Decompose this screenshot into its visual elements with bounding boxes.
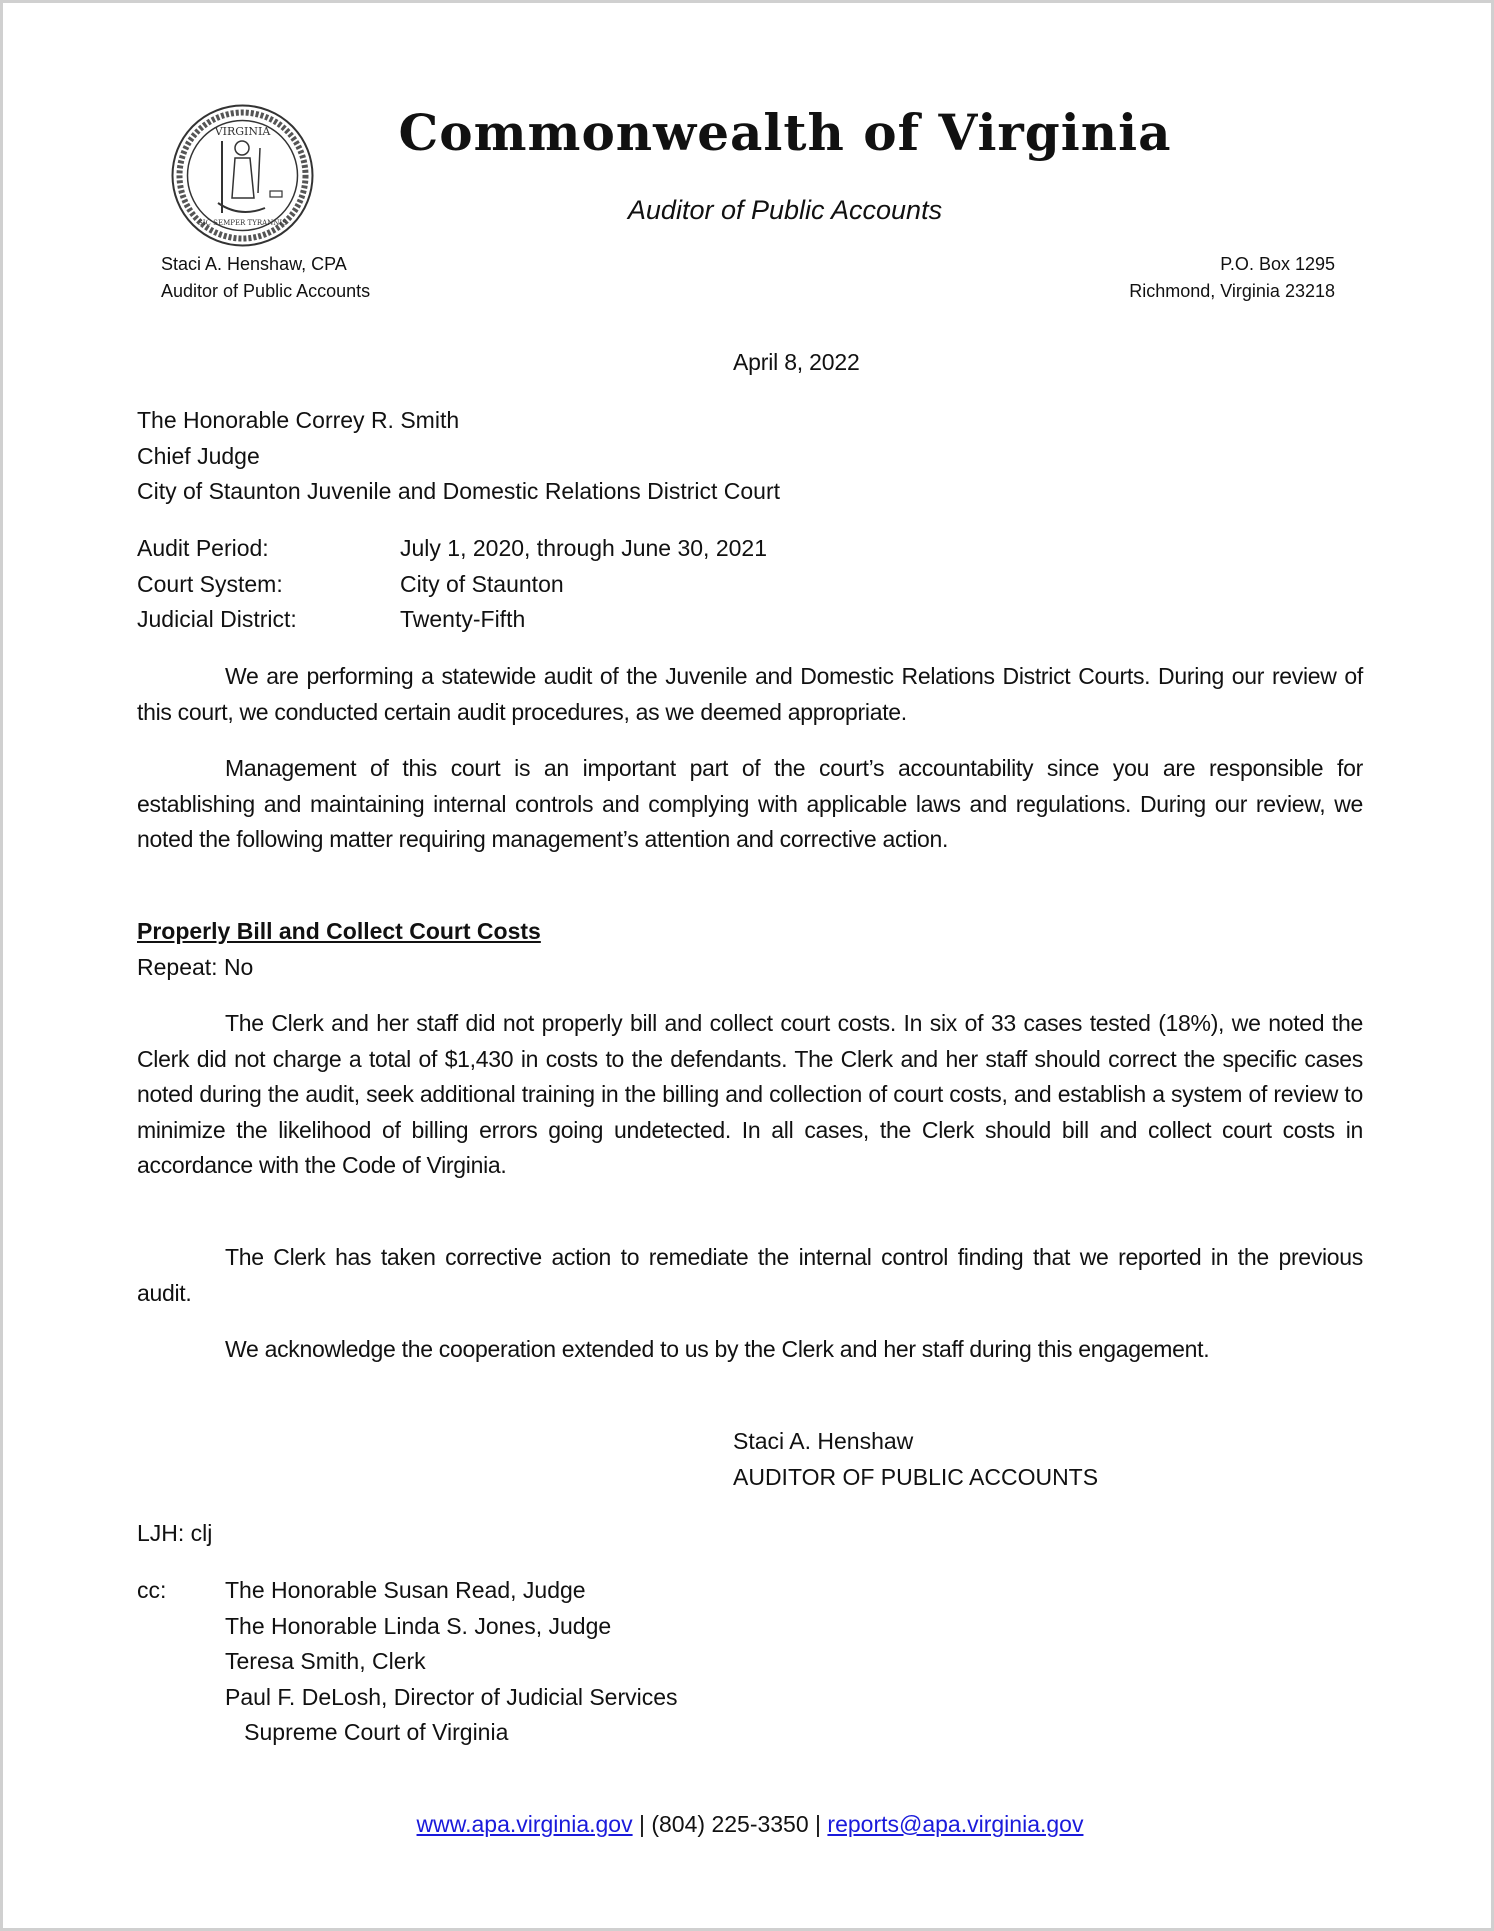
footer-separator: |: [815, 1811, 822, 1837]
audit-info: [137, 531, 767, 638]
addressee-court: City of Staunton Juvenile and Domestic Relations District Court: [137, 478, 781, 505]
judicial-district-value: Twenty-Fifth: [400, 606, 526, 633]
sender-block: [161, 251, 370, 305]
finding-repeat: Repeat: No: [137, 953, 254, 980]
paragraph-finding: [137, 1006, 1363, 1184]
audit-period-value: July 1, 2020, through June 30, 2021: [400, 535, 768, 561]
cc-recipient: Teresa Smith, Clerk: [225, 1648, 426, 1675]
audit-period-label: Audit Period:: [137, 535, 269, 561]
letter-date: April 8, 2022: [733, 349, 860, 375]
paragraph-acknowledge: [137, 1332, 1363, 1368]
cc-recipient: The Honorable Susan Read, Judge: [225, 1577, 586, 1603]
signature-name: Staci A. Henshaw: [733, 1428, 914, 1454]
paragraph-management: [137, 751, 1363, 858]
paragraph-intro-text: We are performing a statewide audit of the Juvenile and Domestic Relations District Courts. During our review of this court, we conducted certain audit procedures, as we deemed appropriate.: [137, 663, 1363, 725]
court-system-value: City of Staunton: [400, 570, 564, 597]
court-system-row: [137, 567, 767, 603]
court-system-label: Court System:: [137, 570, 283, 597]
svg-text:VIRGINIA: VIRGINIA: [214, 125, 271, 138]
typist-initials: LJH: clj: [137, 1520, 213, 1546]
judicial-district-row: [137, 602, 767, 638]
svg-text:SIC SEMPER TYRANNIS: SIC SEMPER TYRANNIS: [198, 219, 287, 227]
judicial-district-label: Judicial District:: [137, 606, 297, 633]
cc-label: cc:: [137, 1577, 167, 1603]
finding-heading: Properly Bill and Collect Court Costs: [137, 918, 541, 944]
letterhead-title: Commonwealth of Virginia: [398, 103, 1172, 162]
cc-recipient: The Honorable Linda S. Jones, Judge: [225, 1612, 612, 1639]
city-state-zip: Richmond, Virginia 23218: [1129, 281, 1335, 301]
sender-name: Staci A. Henshaw, CPA: [161, 254, 347, 274]
address-block: [1129, 251, 1335, 305]
paragraph-intro: [137, 659, 1363, 730]
sender-title: Auditor of Public Accounts: [161, 281, 371, 301]
cc-list: [225, 1573, 678, 1751]
footer: [3, 1811, 1494, 1838]
paragraph-finding-text: The Clerk and her staff did not properly bill and collect court costs. In six of 33 cases tested (18%), we noted the Clerk did not charge a total of $1,430 in costs to the defendants. The Clerk and her staff should correct the specific cases noted during the audit, seek additional training in the billing and collection of court costs, and establish a system of review to minimize the likelihood of billing errors going undetected. In all cases, the Clerk should bill and collect court costs in accordance with the Code of Virginia.: [137, 1010, 1363, 1179]
addressee-title: Chief Judge: [137, 442, 260, 469]
paragraph-corrective: [137, 1240, 1363, 1311]
cc-recipient: Supreme Court of Virginia: [225, 1719, 509, 1746]
signature-title: AUDITOR OF PUBLIC ACCOUNTS: [733, 1463, 1099, 1490]
addressee-name: The Honorable Correy R. Smith: [137, 407, 460, 433]
po-box: P.O. Box 1295: [1220, 254, 1335, 274]
paragraph-acknowledge-text: We acknowledge the cooperation extended to us by the Clerk and her staff during this engagement.: [225, 1336, 1210, 1362]
footer-phone: (804) 225-3350: [651, 1811, 809, 1837]
paragraph-management-text: Management of this court is an important part of the court’s accountability since you are responsible for establishing and maintaining internal controls and complying with applicable laws and regulations. During our review, we noted the following matter requiring management’s attention and corrective action.: [137, 755, 1363, 853]
audit-period-row: [137, 531, 767, 567]
letterhead-subtitle: Auditor of Public Accounts: [627, 195, 943, 225]
signature-block: [733, 1424, 1098, 1495]
website-link[interactable]: www.apa.virginia.gov: [416, 1811, 633, 1837]
cc-recipient: Paul F. DeLosh, Director of Judicial Services: [225, 1683, 678, 1710]
paragraph-corrective-text: The Clerk has taken corrective action to remediate the internal control finding that we reported in the previous audit.: [137, 1244, 1363, 1306]
finding-block: [137, 914, 541, 985]
email-link[interactable]: reports@apa.virginia.gov: [827, 1811, 1084, 1837]
footer-separator: |: [638, 1811, 645, 1837]
addressee-block: [137, 403, 780, 510]
